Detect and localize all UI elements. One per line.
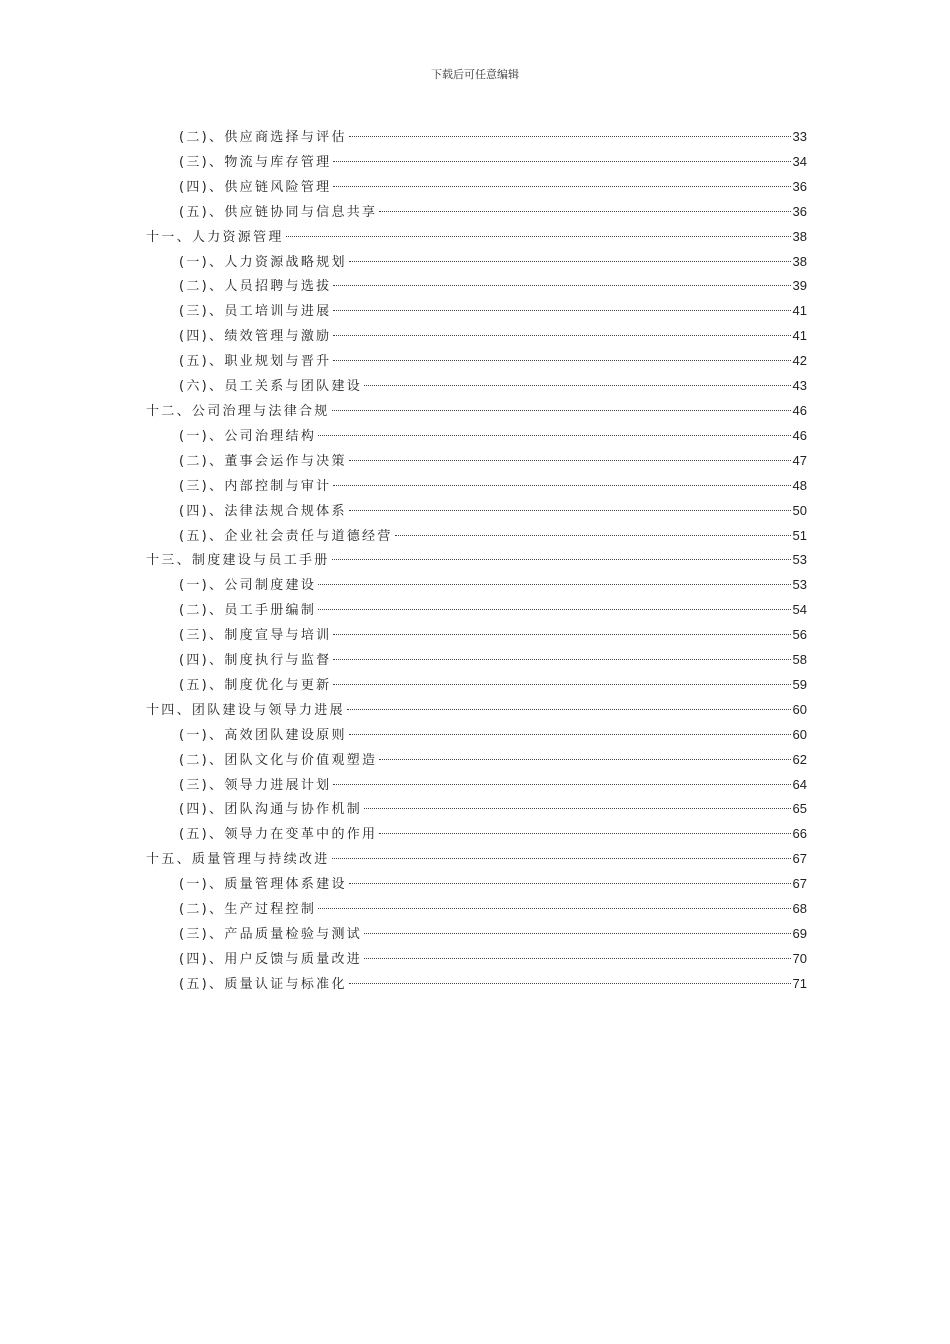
toc-entry-title: (二)、董事会运作与决策 [179,453,347,469]
toc-page-number: 60 [792,726,807,742]
toc-section-entry[interactable] [146,424,807,449]
toc-section-entry[interactable] [146,250,807,275]
toc-entry-title: (五)、企业社会责任与道德经营 [179,528,393,544]
toc-section-entry[interactable] [146,125,807,150]
toc-page-number: 43 [792,378,807,394]
toc-page-number: 53 [792,552,807,568]
toc-page-number: 47 [792,452,807,468]
toc-entry-title: (一)、高效团队建设原则 [179,727,347,743]
page-header: 下载后可任意编辑 [431,68,519,81]
toc-entry-title: (一)、人力资源战略规划 [179,254,347,270]
toc-dot-leader [364,808,790,809]
toc-entry-title: (一)、质量管理体系建设 [179,877,347,893]
toc-entry-title: (六)、员工关系与团队建设 [179,379,363,395]
toc-dot-leader [364,385,790,386]
toc-section-entry[interactable] [146,872,807,897]
toc-entry-title: (二)、供应商选择与评估 [179,130,347,145]
toc-section-entry[interactable] [146,324,807,349]
toc-dot-leader [318,435,790,436]
toc-dot-leader [395,535,791,536]
toc-section-entry[interactable] [146,723,807,748]
toc-entry-title: (三)、员工培训与进展 [179,304,332,320]
toc-dot-leader [364,933,790,934]
toc-page-number: 41 [792,328,807,344]
toc-dot-leader [379,833,790,834]
toc-dot-leader [318,908,790,909]
toc-dot-leader [332,559,791,560]
toc-section-entry[interactable] [146,299,807,324]
toc-entry-title: (三)、物流与库存管理 [179,154,332,170]
toc-section-entry[interactable] [146,175,807,200]
toc-page-number: 54 [792,602,807,618]
toc-page-number: 46 [792,402,807,418]
toc-dot-leader [349,510,791,511]
toc-entry-title: 十二、公司治理与法律合规 [146,403,330,419]
toc-entry-title: (三)、制度宣导与培训 [179,628,332,644]
toc-page-number: 34 [792,153,807,169]
toc-page-number: 36 [792,203,807,219]
toc-entry-title: (一)、公司治理结构 [179,428,317,444]
toc-page-number: 60 [792,701,807,717]
toc-entry-title: (四)、法律法规合规体系 [179,503,347,519]
toc-dot-leader [349,734,791,735]
toc-chapter-entry[interactable] [146,698,807,723]
toc-entry-title: (四)、绩效管理与激励 [179,329,332,345]
toc-dot-leader [333,161,790,162]
toc-section-entry[interactable] [146,797,807,822]
toc-section-entry[interactable] [146,773,807,798]
toc-entry-title: (五)、职业规划与晋升 [179,354,332,370]
toc-entry-title: (三)、产品质量检验与测试 [179,927,363,942]
toc-dot-leader [333,659,790,660]
toc-page-number: 68 [792,901,807,917]
toc-dot-leader [333,784,790,785]
toc-dot-leader [286,236,791,237]
toc-section-entry[interactable] [146,349,807,374]
toc-section-entry[interactable] [146,200,807,225]
toc-section-entry[interactable] [146,673,807,698]
toc-dot-leader [364,958,790,959]
toc-entry-title: 十五、质量管理与持续改进 [146,852,330,868]
toc-section-entry[interactable] [146,648,807,673]
toc-dot-leader [349,983,791,984]
toc-page-number: 58 [792,652,807,668]
toc-page-number: 64 [792,776,807,792]
toc-page-number: 53 [792,577,807,593]
toc-page-number: 67 [792,851,807,867]
toc-section-entry[interactable] [146,374,807,399]
toc-entry-title: (二)、员工手册编制 [179,603,317,619]
toc-page-number: 48 [792,477,807,493]
toc-page-number: 67 [792,876,807,892]
toc-dot-leader [333,634,790,635]
toc-entry-title: (五)、供应链协同与信息共享 [179,204,378,220]
toc-page-number: 51 [792,527,807,543]
toc-dot-leader [349,883,791,884]
toc-page-number: 66 [792,826,807,842]
toc-section-entry[interactable] [146,150,807,175]
toc-dot-leader [347,709,791,710]
toc-dot-leader [333,310,790,311]
toc-dot-leader [332,410,791,411]
toc-page-number: 62 [792,751,807,767]
toc-dot-leader [333,285,790,286]
toc-dot-leader [332,858,791,859]
toc-entry-title: (四)、制度执行与监督 [179,653,332,669]
toc-entry-title: (五)、制度优化与更新 [179,677,332,693]
toc-page-number: 70 [792,950,807,966]
toc-dot-leader [333,360,790,361]
toc-section-entry[interactable] [146,897,807,922]
toc-page-number: 59 [792,676,807,692]
toc-dot-leader [333,684,790,685]
toc-dot-leader [318,584,790,585]
toc-dot-leader [333,335,790,336]
toc-dot-leader [318,609,790,610]
toc-chapter-entry[interactable] [146,847,807,872]
toc-section-entry[interactable] [146,449,807,474]
toc-dot-leader [379,211,790,212]
toc-entry-title: (三)、内部控制与审计 [179,478,332,494]
toc-entry-title: (四)、团队沟通与协作机制 [179,802,363,818]
toc-page-number: 46 [792,427,807,443]
toc-page-number: 33 [792,129,807,144]
toc-entry-title: (五)、质量认证与标准化 [179,976,347,992]
toc-entry-title: (四)、用户反馈与质量改进 [179,951,363,967]
toc-page-number: 71 [792,975,807,991]
toc-section-entry[interactable] [146,623,807,648]
toc-dot-leader [349,460,791,461]
toc-section-entry[interactable] [146,474,807,499]
toc-section-entry[interactable] [146,524,807,549]
table-of-contents [146,125,807,997]
toc-page-number: 56 [792,627,807,643]
toc-dot-leader [349,136,791,137]
toc-entry-title: (二)、生产过程控制 [179,902,317,918]
toc-page-number: 65 [792,801,807,817]
toc-entry-title: (二)、团队文化与价值观塑造 [179,752,378,768]
toc-page-number: 38 [792,228,807,244]
toc-chapter-entry[interactable] [146,225,807,250]
toc-section-entry[interactable] [146,922,807,947]
toc-entry-title: 十三、制度建设与员工手册 [146,553,330,569]
toc-page-number: 41 [792,303,807,319]
toc-entry-title: (二)、人员招聘与选拔 [179,279,332,295]
toc-section-entry[interactable] [146,573,807,598]
toc-section-entry[interactable] [146,748,807,773]
toc-page-number: 42 [792,353,807,369]
toc-chapter-entry[interactable] [146,548,807,573]
toc-dot-leader [333,186,790,187]
toc-chapter-entry[interactable] [146,399,807,424]
toc-dot-leader [333,485,790,486]
toc-entry-title: (四)、供应链风险管理 [179,179,332,195]
toc-entry-title: 十一、人力资源管理 [146,229,284,245]
toc-page-number: 69 [792,926,807,941]
toc-page-number: 38 [792,253,807,269]
toc-page-number: 50 [792,502,807,518]
toc-dot-leader [349,261,791,262]
toc-section-entry[interactable] [146,947,807,972]
toc-section-entry[interactable] [146,972,807,997]
toc-page-number: 39 [792,278,807,294]
toc-section-entry[interactable] [146,598,807,623]
toc-entry-title: (三)、领导力进展计划 [179,777,332,793]
toc-entry-title: (一)、公司制度建设 [179,578,317,594]
toc-page-number: 36 [792,178,807,194]
toc-section-entry[interactable] [146,274,807,299]
toc-dot-leader [379,759,790,760]
toc-entry-title: (五)、领导力在变革中的作用 [179,827,378,843]
toc-section-entry[interactable] [146,822,807,847]
toc-entry-title: 十四、团队建设与领导力进展 [146,702,345,718]
toc-section-entry[interactable] [146,499,807,524]
